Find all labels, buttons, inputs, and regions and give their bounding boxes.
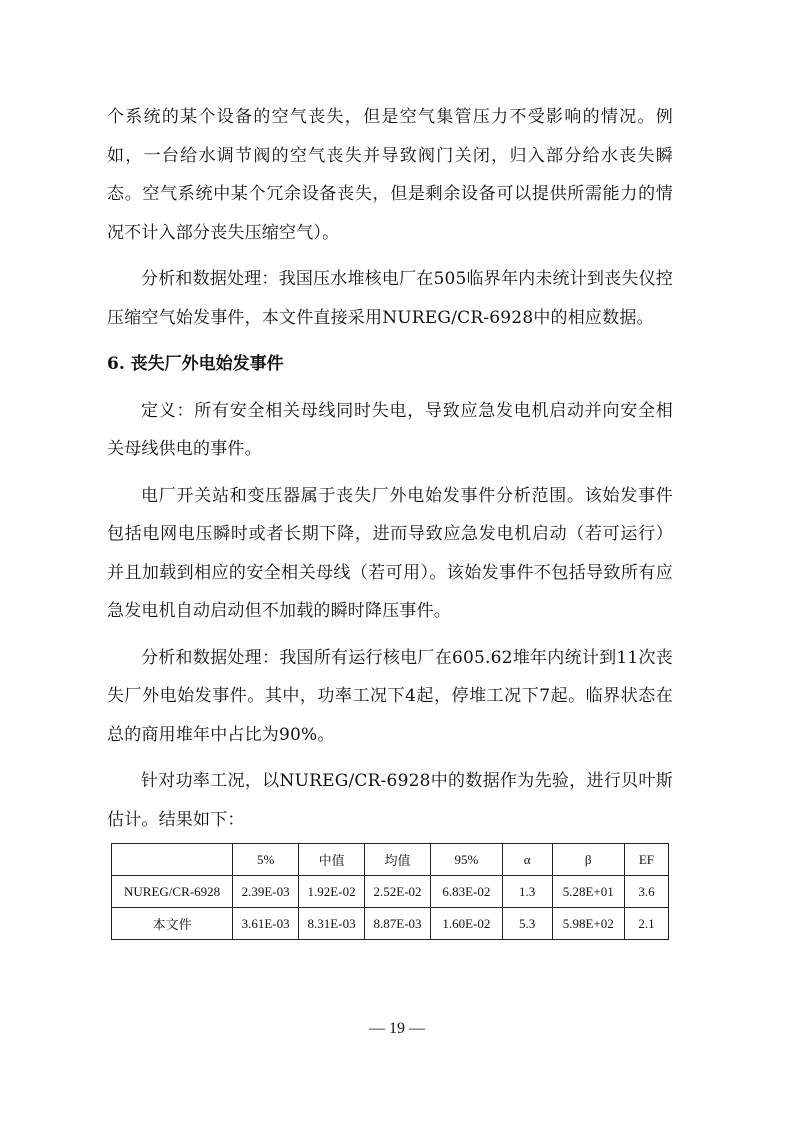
table-cell: NUREG/CR-6928 (112, 876, 233, 908)
table-cell: 8.87E-03 (365, 908, 431, 940)
page-number: — 19 — (369, 1020, 425, 1037)
table-cell: 2.39E-03 (233, 876, 299, 908)
table-row (112, 908, 669, 940)
table-cell: 5.28E+01 (552, 876, 624, 908)
table-cell: 5.3 (502, 908, 552, 940)
table-header-cell: 均值 (365, 844, 431, 876)
table-cell: 2.1 (624, 908, 668, 940)
table-cell: 8.31E-03 (299, 908, 365, 940)
table-cell: 2.52E-02 (365, 876, 431, 908)
table-cell: 1.60E-02 (431, 908, 503, 940)
document-body (107, 98, 673, 940)
table-cell: 3.61E-03 (233, 908, 299, 940)
table-header-cell (112, 844, 233, 876)
table-header-cell: β (552, 844, 624, 876)
table-header-cell: α (502, 844, 552, 876)
results-table (111, 843, 669, 940)
table-cell: 3.6 (624, 876, 668, 908)
table-cell: 本文件 (112, 908, 233, 940)
paragraph-bayes-estimate: 针对功率工况，以NUREG/CR-6928中的数据作为先验，进行贝叶斯估计。结果如下： (107, 771, 673, 830)
paragraph-analysis-air: 分析和数据处理：我国压水堆核电厂在505临界年内未统计到丧失仪控压缩空气始发事件，本文件直接采用NUREG/CR-6928中的相应数据。 (107, 269, 673, 328)
paragraph-analysis-offsite-power: 分析和数据处理：我国所有运行核电厂在605.62堆年内统计到11次丧失厂外电始发事件。其中，功率工况下4起，停堆工况下7起。临界状态在总的商用堆年中占比为90%。 (107, 647, 673, 745)
paragraph-air-loss-continued: 个系统的某个设备的空气丧失，但是空气集管压力不受影响的情况。例如，一台给水调节阀的空气丧失并导致阀门关闭，归入部分给水丧失瞬态。空气系统中某个冗余设备丧失，但是剩余设备可以提供所需能力的情况不计入部分丧失压缩空气）。 (107, 107, 673, 243)
section-heading-loss-offsite-power: 6. 丧失厂外电始发事件 (107, 354, 284, 374)
table-header-row (112, 844, 669, 876)
table-cell: 1.3 (502, 876, 552, 908)
table-header-cell: 95% (431, 844, 503, 876)
table-row (112, 876, 669, 908)
table-header-cell: EF (624, 844, 668, 876)
table-header-cell: 中值 (299, 844, 365, 876)
table-cell: 5.98E+02 (552, 908, 624, 940)
table-cell: 1.92E-02 (299, 876, 365, 908)
paragraph-scope: 电厂开关站和变压器属于丧失厂外电始发事件分析范围。该始发事件包括电网电压瞬时或者长期下降，进而导致应急发电机启动（若可运行）并且加载到相应的安全相关母线（若可用）。该始发事件不包括导致所有应急发电机自动启动但不加载的瞬时降压事件。 (107, 485, 673, 621)
table-header-cell: 5% (233, 844, 299, 876)
paragraph-definition: 定义：所有安全相关母线同时失电，导致应急发电机启动并向安全相关母线供电的事件。 (107, 400, 673, 459)
table-cell: 6.83E-02 (431, 876, 503, 908)
